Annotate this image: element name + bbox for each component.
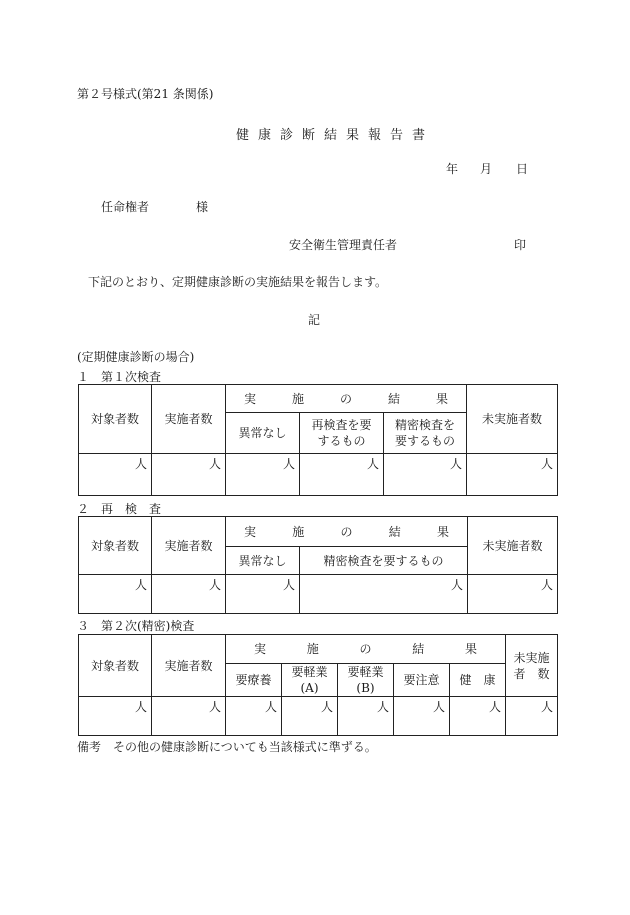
date-month: 月: [480, 162, 493, 176]
unit-cell: 人: [152, 697, 226, 736]
col-healthy: 健 康: [450, 664, 506, 697]
intro-text: 下記のとおり、定期健康診断の実施結果を報告します。: [88, 275, 388, 289]
section2-label: ２ 再 検 査: [77, 502, 162, 516]
form-number: 第２号様式(第21 条関係): [77, 87, 214, 101]
unit-cell: 人: [152, 454, 226, 496]
unit-cell: 人: [467, 454, 558, 496]
col-needs-treatment: 要療養: [226, 664, 282, 697]
col-needs-detailed-exam: 精密検査を要するもの: [300, 547, 468, 575]
unit-cell: 人: [226, 454, 300, 496]
header-subjects: 対象者数: [79, 635, 152, 697]
unit-cell: 人: [300, 454, 384, 496]
section1-table: [78, 384, 558, 496]
case-label: (定期健康診断の場合): [77, 350, 195, 364]
unit-cell: 人: [338, 697, 394, 736]
date-year: 年: [446, 162, 459, 176]
unit-cell: 人: [152, 575, 226, 614]
header-results: 実 施 の 結 果: [226, 385, 467, 413]
honorific: 様: [196, 200, 209, 214]
header-unimplemented: 未実施者数: [468, 517, 558, 575]
unit-cell: 人: [79, 697, 152, 736]
recipient-label: 任命権者: [101, 200, 150, 214]
col-light-work-a: 要軽業 (A): [282, 664, 338, 697]
header-implemented: 実施者数: [152, 635, 226, 697]
col-no-abnormality: 異常なし: [226, 547, 300, 575]
seal-mark: 印: [514, 238, 527, 252]
unit-cell: 人: [282, 697, 338, 736]
unit-cell: 人: [226, 697, 282, 736]
unit-cell: 人: [468, 575, 558, 614]
unit-cell: 人: [79, 575, 152, 614]
header-results: 実 施 の 結 果: [226, 517, 468, 547]
header-results: 実 施 の 結 果: [226, 635, 506, 664]
col-caution: 要注意: [394, 664, 450, 697]
unit-cell: 人: [226, 575, 300, 614]
ki-mark: 記: [308, 313, 321, 327]
section1-label: １ 第１次検査: [77, 370, 162, 384]
unit-cell: 人: [506, 697, 558, 736]
col-light-work-b: 要軽業 (B): [338, 664, 394, 697]
header-unimplemented: 未実施者数: [467, 385, 558, 454]
unit-cell: 人: [300, 575, 468, 614]
header-implemented: 実施者数: [152, 385, 226, 454]
section3-label: ３ 第２次(精密)検査: [77, 619, 195, 633]
header-subjects: 対象者数: [79, 517, 152, 575]
section3-table: [78, 634, 558, 736]
col-no-abnormality: 異常なし: [226, 413, 300, 454]
document-title: 健康診断結果報告書: [236, 128, 435, 143]
header-unimplemented: 未実施 者 数: [506, 635, 558, 697]
header-implemented: 実施者数: [152, 517, 226, 575]
unit-cell: 人: [79, 454, 152, 496]
header-subjects: 対象者数: [79, 385, 152, 454]
unit-cell: 人: [384, 454, 467, 496]
unit-cell: 人: [394, 697, 450, 736]
section2-table: [78, 516, 558, 614]
reporter-label: 安全衛生管理責任者: [289, 238, 398, 252]
unit-cell: 人: [450, 697, 506, 736]
remarks: 備考 その他の健康診断についても当該様式に準ずる。: [77, 740, 377, 754]
col-needs-reexam: 再検査を要 するもの: [300, 413, 384, 454]
date-day: 日: [516, 162, 529, 176]
col-needs-detailed-exam: 精密検査を 要するもの: [384, 413, 467, 454]
